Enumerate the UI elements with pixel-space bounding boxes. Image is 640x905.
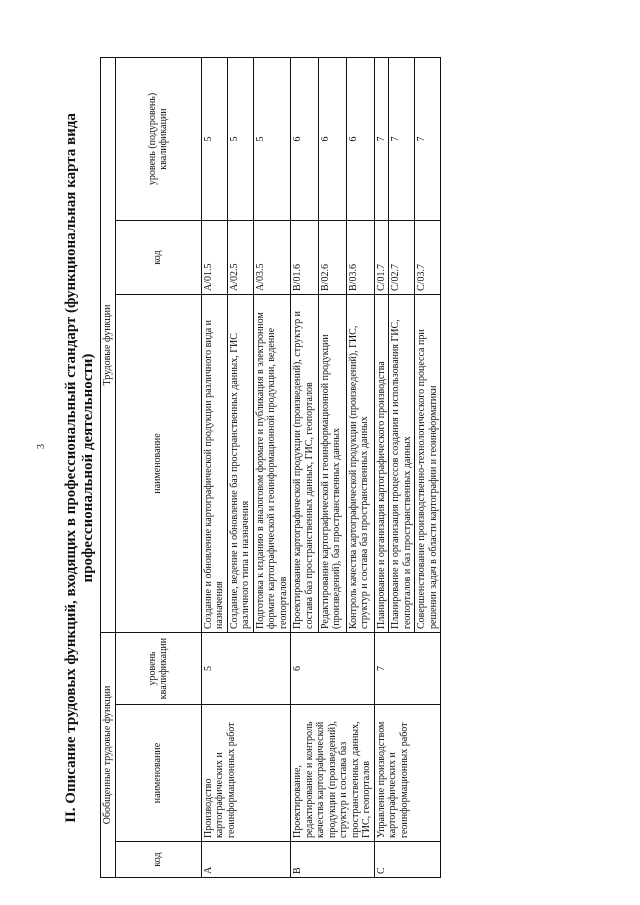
function-name: Совершенствование производственно-технологического процесса при решении задач в области картографии и геоинформатики (415, 295, 441, 633)
function-code: A/03.5 (253, 221, 291, 295)
group-code: B (291, 842, 375, 878)
function-level: 5 (227, 58, 253, 221)
group-code: A (201, 842, 291, 878)
function-code: B/03.6 (346, 221, 374, 295)
col-header-function-code: код (115, 221, 201, 295)
function-level: 5 (253, 58, 291, 221)
col-header-function-name: наименование (115, 295, 201, 633)
function-code: B/02.6 (318, 221, 346, 295)
group-code: C (374, 842, 441, 878)
function-name: Подготовка к изданию в аналоговом формате и публикация в электронном формате картографической и геоинформационной продукции, ведение геопорталов (253, 295, 291, 633)
group-name: Проектирование, редактирование и контроль качества картографической продукции (произведений), структур и состава баз пространственных данных, ГИС, геопорталов (291, 705, 375, 842)
function-name: Контроль качества картографической продукции (произведений), ГИС, структур и состава баз пространственных данных (346, 295, 374, 633)
col-header-sublevel: уровень (подуровень) квалификации (115, 58, 201, 221)
section-heading (63, 58, 97, 878)
function-level: 6 (318, 58, 346, 221)
col-header-code: код (115, 842, 201, 878)
function-level: 7 (374, 58, 389, 221)
heading-line-2: профессиональной деятельности) (80, 353, 96, 583)
group-name: Управление производством картографических и геоинформационных работ (374, 705, 441, 842)
col-header-level: уровень квалификации (115, 633, 201, 705)
function-name: Планирование и организация картографического производства (374, 295, 389, 633)
heading-line-1: II. Описание трудовых функций, входящих в профессиональный стандарт (функциональная карта вида (63, 113, 79, 823)
labor-functions-header: Трудовые функции (101, 58, 116, 633)
function-name: Проектирование картографической продукции (произведений), структур и состава баз пространственных данных, ГИС, геопорталов (291, 295, 319, 633)
function-level: 7 (389, 58, 415, 221)
function-level: 7 (415, 58, 441, 221)
group-level: 5 (201, 633, 291, 705)
function-name: Редактирование картографической и геоинформационной продукции (произведений), баз пространственных данных (318, 295, 346, 633)
function-name: Создание, ведение и обновление баз пространственных данных, ГИС различного типа и назначения (227, 295, 253, 633)
function-code: C/02.7 (389, 221, 415, 295)
group-level: 6 (291, 633, 375, 705)
function-level: 5 (201, 58, 227, 221)
function-code: C/03.7 (415, 221, 441, 295)
group-name: Производство картографических и геоинформационных работ (201, 705, 291, 842)
function-code: B/01.6 (291, 221, 319, 295)
group-level: 7 (374, 633, 441, 705)
function-name: Планирование и организация процессов создания и использования ГИС, геопорталов и баз пространственных данных (389, 295, 415, 633)
table-row (374, 58, 389, 878)
function-level: 6 (291, 58, 319, 221)
function-code: C/01.7 (374, 221, 389, 295)
generalized-functions-header: Обобщенные трудовые функции (101, 633, 116, 878)
page-number: 3 (36, 444, 47, 449)
col-header-name: наименование (115, 705, 201, 842)
rotated-page-content (63, 58, 603, 878)
table-row (201, 58, 227, 878)
function-name: Создание и обновление картографической продукции различного вида и назначения (201, 295, 227, 633)
functional-map-table (100, 57, 441, 878)
header-row-2 (115, 58, 201, 878)
header-row-1 (101, 58, 116, 878)
function-code: A/01.5 (201, 221, 227, 295)
function-code: A/02.5 (227, 221, 253, 295)
function-level: 6 (346, 58, 374, 221)
table-row (291, 58, 319, 878)
